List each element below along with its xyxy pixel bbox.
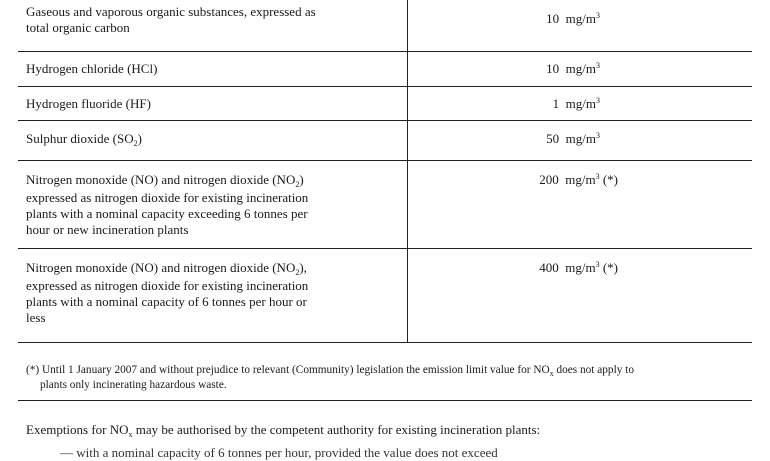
substance-line: less: [26, 309, 46, 325]
footnote-line-2: plants only incinerating hazardous waste.: [40, 379, 227, 391]
table-row: [18, 160, 752, 248]
substance-line: plants with a nominal capacity of 6 tonnes per hour or: [26, 293, 307, 309]
limit-value: 1: [552, 95, 560, 111]
substance-cell: [18, 248, 408, 342]
cut-off-text: — with a nominal capacity of 6 tonnes per hour, provided the value does not exceed: [60, 445, 498, 460]
substance-line: total organic carbon: [26, 20, 130, 35]
unit-exponent: 3: [595, 171, 600, 181]
substance-cell: [18, 86, 408, 120]
limit-unit: mg/m: [565, 95, 596, 111]
substance-name: Sulphur dioxide (SO: [26, 130, 134, 146]
substance-line: hour or new incineration plants: [26, 221, 189, 237]
value-cell: [408, 0, 753, 51]
subscript: x: [128, 430, 133, 439]
unit-exponent: 3: [595, 259, 600, 269]
table-row: [18, 51, 752, 86]
limit-unit: mg/m: [565, 130, 596, 146]
value-cell: [408, 120, 753, 160]
value-cell: [408, 86, 753, 120]
substance-name-suffix: ),: [299, 259, 307, 275]
substance-cell: [18, 120, 408, 160]
table-row: [18, 86, 752, 120]
unit-exponent: 3: [596, 130, 600, 140]
table-row: [18, 0, 752, 51]
exemptions-paragraph: [26, 422, 540, 440]
unit-exponent: 3: [596, 95, 600, 105]
limit-unit: mg/m: [565, 259, 596, 275]
table-row: [18, 120, 752, 160]
limit-value: 10: [546, 60, 560, 76]
unit-exponent: 3: [596, 11, 600, 20]
exemptions-text: Exemptions for NO: [26, 422, 129, 437]
footnote-text: (*) Until 1 January 2007 and without prejudice to relevant (Community) legislation the emission limit value for NO: [26, 364, 550, 376]
substance-name: Hydrogen chloride (HCl): [26, 60, 158, 76]
substance-name: Hydrogen fluoride (HF): [26, 95, 151, 111]
substance-cell: [18, 160, 408, 248]
substance-line: expressed as nitrogen dioxide for existing incineration: [26, 189, 309, 205]
limit-unit: mg/m: [565, 11, 596, 26]
limit-value: 200: [539, 171, 559, 187]
footnote: [26, 363, 756, 392]
substance-cell: [18, 0, 408, 51]
subscript: x: [549, 369, 554, 378]
footnote-marker: (*): [602, 171, 618, 187]
limit-value: 400: [539, 259, 559, 275]
substance-name-suffix: ): [137, 130, 142, 146]
limit-unit: mg/m: [565, 171, 596, 187]
cut-off-line: [60, 445, 720, 460]
value-cell: [408, 51, 753, 86]
value-cell: [408, 160, 753, 248]
emission-limits-table: [18, 0, 752, 343]
exemptions-text-end: may be authorised by the competent authority for existing incineration plants:: [132, 422, 541, 437]
substance-line: expressed as nitrogen dioxide for existing incineration: [26, 277, 309, 293]
substance-line: Gaseous and vaporous organic substances, expressed as: [26, 4, 316, 19]
substance-name-suffix: ): [299, 171, 304, 187]
subscript: 2: [295, 179, 300, 189]
substance-line: plants with a nominal capacity exceeding 6 tonnes per: [26, 205, 308, 221]
limit-value: 10: [546, 11, 560, 26]
footnote-text-end: does not apply to: [553, 364, 634, 376]
limit-unit: mg/m: [565, 60, 596, 76]
substance-name: Nitrogen monoxide (NO) and nitrogen dioxide (NO: [26, 171, 296, 187]
subscript: 2: [133, 138, 138, 148]
substance-name: Nitrogen monoxide (NO) and nitrogen dioxide (NO: [26, 259, 296, 275]
substance-cell: [18, 51, 408, 86]
table-row: [18, 248, 752, 342]
value-cell: [408, 248, 753, 342]
limit-value: 50: [546, 130, 560, 146]
subscript: 2: [295, 267, 300, 277]
unit-exponent: 3: [596, 60, 600, 70]
footnote-marker: (*): [602, 259, 618, 275]
section-divider: [18, 400, 752, 401]
